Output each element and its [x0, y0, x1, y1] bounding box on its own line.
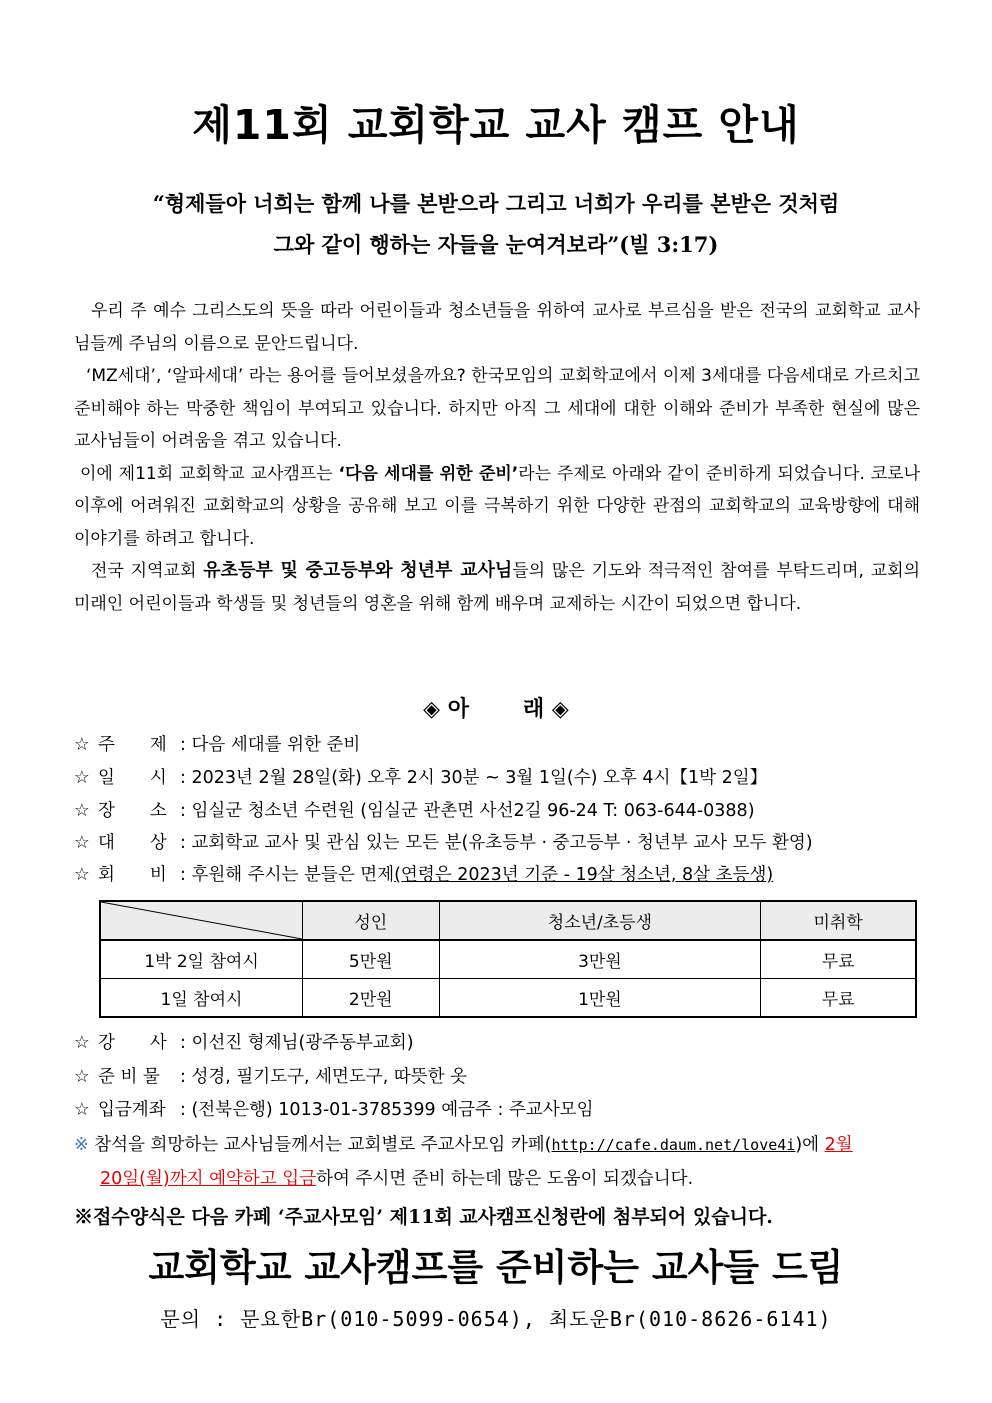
- form-note: ※접수양식은 다음 카페 ‘주교사모임’ 제11회 교사캠프신청란에 첨부되어 있습니다.: [74, 1206, 773, 1228]
- item-label: 강 사: [98, 1033, 167, 1053]
- paragraph-invitation-c: 들의 많은 기도와 적극적인 참여를 부탁드리며, 교회의 미래인 어린이들과 학생들 및 청년들의 영혼을 위해 함께 배우며 교제하는 시간이 되었으면 합니다.: [74, 561, 920, 614]
- table-cell: 3만원: [439, 940, 761, 979]
- paragraph-greeting: 우리 주 예수 그리스도의 뜻을 따라 어린이들과 청소년들을 위하여 교사로 부르심을 받은 전국의 교회학교 교사님들께 주님의 이름으로 문안드립니다.: [74, 301, 920, 354]
- table-row: [100, 979, 916, 1018]
- table-header-row: [100, 901, 916, 940]
- paragraph-theme-a: 이에 제11회 교회학교 교사캠프는: [80, 463, 339, 484]
- table-cell: 무료: [761, 940, 916, 979]
- star-icon: ☆: [74, 833, 90, 853]
- item-account: [74, 1093, 594, 1127]
- paragraph-theme-c: 라는 주제로 아래와 같이 준비하게 되었습니다. 코로나 이후에 어려워진 교회학교의 상황을 공유해 보고 이를 극복하기 위한 다양한 관점의 교회학교의 교육방향에 대해 이야기를 하려고 합니다.: [74, 463, 920, 549]
- page-title: 제11회 교회학교 교사 캠프 안내: [192, 101, 800, 149]
- table-cell: 1만원: [439, 979, 761, 1018]
- header-youth: 청소년/초등생: [439, 901, 761, 940]
- deadline-text: 20일(월)까지 예약하고 입금: [100, 1169, 317, 1189]
- item-value: : 다음 세대를 위한 준비: [180, 735, 361, 755]
- item-label: 준 비 물: [98, 1067, 160, 1087]
- note-text-b: )에: [795, 1135, 825, 1155]
- item-value: : 성경, 필기도구, 세면도구, 따뜻한 옷: [180, 1067, 468, 1087]
- verse-line-1: “형제들아 너희는 함께 나를 본받으라 그리고 너희가 우리를 본받은 것처럼: [152, 191, 840, 216]
- star-icon: ☆: [74, 865, 90, 885]
- note-text-a: 참석을 희망하는 교사님들께서는 교회별로 주교사모임 카페(: [88, 1135, 552, 1155]
- star-icon: ☆: [74, 1067, 90, 1087]
- star-icon: ☆: [74, 1100, 90, 1120]
- theme-highlight: ‘다음 세대를 위한 준비’: [338, 463, 519, 484]
- item-value: : 후원해 주시는 분들은 면제: [180, 865, 395, 885]
- verse-line-2: 그와 같이 행하는 자들을 눈여겨보라”(빌 3:17): [273, 232, 719, 257]
- item-value: : 이선진 형제님(광주동부교회): [180, 1033, 414, 1053]
- target-highlight: 유초등부 및 중고등부와 청년부 교사님: [203, 560, 513, 581]
- item-value: : 교회학교 교사 및 관심 있는 모든 분(유초등부 · 중고등부 · 청년부 교사 모두 환영): [180, 833, 813, 853]
- paragraph-generation: ‘MZ세대’, ‘알파세대’ 라는 용어를 들어보셨을까요? 한국모임의 교회학교에서 이제 3세대를 다음세대로 가르치고 준비해야 하는 막중한 책임이 부여되고 있습니다. 하지만 아직 그 세대에 대한 이해와 준비가 부족한 현실에 많은 교사님들이 어려움을 겪고 있습니다.: [74, 366, 920, 451]
- star-icon: ☆: [74, 768, 90, 788]
- star-icon: ☆: [74, 801, 90, 821]
- contact-line: 문의 : 문요한Br(010-5099-0654), 최도운Br(010-8626-6141): [160, 1307, 832, 1331]
- item-supplies: [74, 1060, 467, 1094]
- item-value: : 임실군 청소년 수련원 (임실군 관촌면 사선2길 96-24 T: 063-644-0388): [180, 801, 755, 821]
- diagonal-line: [101, 902, 302, 939]
- item-theme: [74, 728, 360, 762]
- star-icon: ☆: [74, 1033, 90, 1053]
- item-value: : 2023년 2월 28일(화) 오후 2시 30분 ~ 3월 1일(수) 오후 4시【1박 2일】: [180, 768, 768, 788]
- item-location: [74, 794, 755, 828]
- item-audience: [74, 826, 813, 860]
- paragraph-invitation: [74, 555, 920, 620]
- header-adult: 성인: [303, 901, 440, 940]
- item-label: 입금계좌: [98, 1100, 166, 1120]
- reference-mark-icon: ※: [74, 1135, 89, 1155]
- signature-line: 교회학교 교사캠프를 준비하는 교사들 드림: [148, 1246, 844, 1289]
- notice-heading: [0, 692, 992, 723]
- fee-age-note: (연령은 2023년 기준 - 19살 청소년, 8살 초등생): [394, 865, 774, 885]
- notice-heading-right: 래 ◈: [523, 697, 569, 722]
- registration-note: [74, 1128, 924, 1196]
- item-fee: [74, 858, 773, 892]
- cafe-link[interactable]: http://cafe.daum.net/love4i: [551, 1136, 796, 1154]
- item-label: 일 시: [98, 768, 167, 788]
- header-preschool: 미취학: [761, 901, 916, 940]
- row-label: 1일 참여시: [100, 979, 303, 1018]
- table-cell: 2만원: [303, 979, 440, 1018]
- item-value: : (전북은행) 1013-01-3785399 예금주 : 주교사모임: [180, 1100, 594, 1120]
- note-text-c: 하여 주시면 준비 하는데 많은 도움이 되겠습니다.: [316, 1169, 694, 1189]
- paragraph-invitation-a: 전국 지역교회: [91, 561, 204, 581]
- paragraph-theme: [74, 458, 920, 556]
- item-label: 장 소: [98, 801, 167, 821]
- item-speaker: [74, 1026, 414, 1060]
- row-label: 1박 2일 참여시: [100, 940, 303, 979]
- fee-table: [99, 900, 917, 1018]
- table-corner-cell: [100, 901, 303, 940]
- item-label: 주 제: [98, 735, 167, 755]
- deadline-date: 2월: [824, 1135, 853, 1155]
- intro-body: [74, 295, 920, 620]
- table-row: [100, 940, 916, 979]
- table-cell: 5만원: [303, 940, 440, 979]
- notice-heading-left: ◈ 아: [423, 697, 469, 722]
- star-icon: ☆: [74, 735, 90, 755]
- item-datetime: [74, 761, 767, 795]
- item-label: 회 비: [98, 865, 167, 885]
- item-label: 대 상: [98, 833, 167, 853]
- table-cell: 무료: [761, 979, 916, 1018]
